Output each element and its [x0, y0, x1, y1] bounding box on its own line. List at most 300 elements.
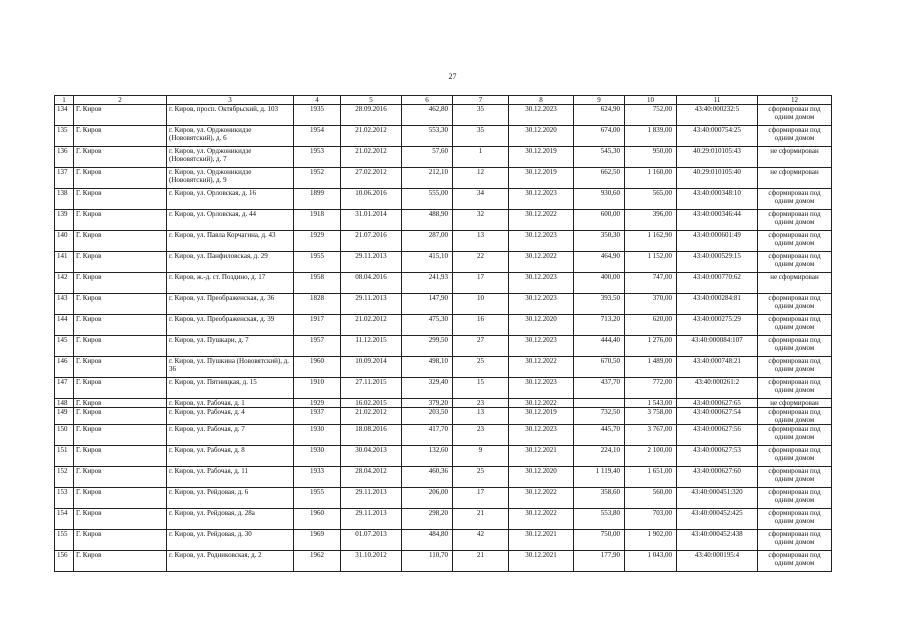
- cadastral-number-cell: 43:40:000346:44: [677, 210, 758, 231]
- land-area-cell: 560,00: [625, 488, 677, 509]
- city-cell: Г. Киров: [74, 467, 167, 488]
- city-cell: Г. Киров: [74, 252, 167, 273]
- status-cell: сформирован под одним домом: [758, 252, 832, 273]
- row-number: 145: [55, 336, 74, 357]
- row-number: 153: [55, 488, 74, 509]
- land-area-cell: 752,00: [625, 105, 677, 126]
- cadastral-number-cell: 43:40:000452:425: [677, 509, 758, 530]
- build-year-cell: 1929: [294, 231, 341, 252]
- count-cell: 1: [453, 147, 509, 168]
- build-year-cell: 1969: [294, 530, 341, 551]
- area-cell: 475,30: [402, 315, 453, 336]
- cadastral-number-cell: 43:40:000627:65: [677, 399, 758, 408]
- cadastral-number-cell: 43:40:000627:53: [677, 446, 758, 467]
- address-cell: г. Киров, ул. Орджоникидзе (Нововятский), д. 9: [167, 168, 294, 189]
- date-cell: 29.11.2013: [341, 294, 402, 315]
- build-year-cell: 1960: [294, 357, 341, 378]
- row-number: 148: [55, 399, 74, 408]
- land-area-cell: 3 767,00: [625, 425, 677, 446]
- address-cell: г. Киров, просп. Октябрьский, д. 103: [167, 105, 294, 126]
- cadastral-number-cell: 43:40:000754:25: [677, 126, 758, 147]
- value-cell: 393,50: [574, 294, 625, 315]
- row-number: 155: [55, 530, 74, 551]
- column-number: 3: [167, 96, 294, 105]
- city-cell: Г. Киров: [74, 105, 167, 126]
- area-cell: 415,10: [402, 252, 453, 273]
- date-cell: 10.09.2014: [341, 357, 402, 378]
- land-area-cell: 1 543,00: [625, 399, 677, 408]
- value-cell: 224,10: [574, 446, 625, 467]
- address-cell: г. Киров, ул. Орловская, д. 16: [167, 189, 294, 210]
- table-row: [55, 252, 832, 273]
- status-cell: сформирован под одним домом: [758, 126, 832, 147]
- address-cell: г. Киров, ул. Орловская, д. 44: [167, 210, 294, 231]
- deadline-cell: 30.12.2021: [509, 530, 574, 551]
- build-year-cell: 1955: [294, 252, 341, 273]
- value-cell: 670,50: [574, 357, 625, 378]
- land-area-cell: 1 162,90: [625, 231, 677, 252]
- address-cell: г. Киров, ул. Рейдовая, д. 30: [167, 530, 294, 551]
- status-cell: не сформирован: [758, 273, 832, 294]
- table-row: [55, 408, 832, 425]
- deadline-cell: 30.12.2022: [509, 210, 574, 231]
- deadline-cell: 30.12.2023: [509, 189, 574, 210]
- area-cell: 484,80: [402, 530, 453, 551]
- row-number: 136: [55, 147, 74, 168]
- row-number: 149: [55, 408, 74, 425]
- table-row: [55, 488, 832, 509]
- cadastral-number-cell: 40:29:010105:43: [677, 147, 758, 168]
- table-row: [55, 189, 832, 210]
- land-area-cell: 1 043,00: [625, 551, 677, 572]
- status-cell: сформирован под одним домом: [758, 488, 832, 509]
- table-row: [55, 446, 832, 467]
- date-cell: 31.10.2012: [341, 551, 402, 572]
- address-cell: г. Киров, ул. Орджоникидзе (Нововятский), д. 6: [167, 126, 294, 147]
- row-number: 152: [55, 467, 74, 488]
- column-number: 11: [677, 96, 758, 105]
- row-number: 139: [55, 210, 74, 231]
- value-cell: 1 119,40: [574, 467, 625, 488]
- cadastral-number-cell: 43:40:000452:438: [677, 530, 758, 551]
- count-cell: 32: [453, 210, 509, 231]
- date-cell: 29.11.2013: [341, 509, 402, 530]
- table-row: [55, 336, 832, 357]
- area-cell: 553,30: [402, 126, 453, 147]
- land-area-cell: 2 100,00: [625, 446, 677, 467]
- row-number: 156: [55, 551, 74, 572]
- deadline-cell: 30.12.2023: [509, 336, 574, 357]
- column-number: 9: [574, 96, 625, 105]
- cadastral-number-cell: 43:40:000627:60: [677, 467, 758, 488]
- value-cell: 930,60: [574, 189, 625, 210]
- value-cell: 674,00: [574, 126, 625, 147]
- area-cell: 287,00: [402, 231, 453, 252]
- cadastral-number-cell: 43:40:000084:107: [677, 336, 758, 357]
- address-cell: г. Киров, ул. Рабочая, д. 4: [167, 408, 294, 425]
- table-row: [55, 357, 832, 378]
- cadastral-number-cell: 43:40:000348:10: [677, 189, 758, 210]
- status-cell: сформирован под одним домом: [758, 231, 832, 252]
- count-cell: 23: [453, 399, 509, 408]
- build-year-cell: 1918: [294, 210, 341, 231]
- area-cell: 147,90: [402, 294, 453, 315]
- deadline-cell: 30.12.2022: [509, 509, 574, 530]
- status-cell: сформирован под одним домом: [758, 530, 832, 551]
- land-area-cell: 1 160,00: [625, 168, 677, 189]
- city-cell: Г. Киров: [74, 189, 167, 210]
- count-cell: 42: [453, 530, 509, 551]
- cadastral-number-cell: 43:40:000451:320: [677, 488, 758, 509]
- address-cell: г. Киров, ул. Пушкари, д. 7: [167, 336, 294, 357]
- deadline-cell: 30.12.2021: [509, 551, 574, 572]
- build-year-cell: 1899: [294, 189, 341, 210]
- column-number: 7: [453, 96, 509, 105]
- count-cell: 9: [453, 446, 509, 467]
- cadastral-number-cell: 43:40:000284:81: [677, 294, 758, 315]
- value-cell: 750,00: [574, 530, 625, 551]
- address-cell: г. Киров, ул. Рейдовая, д. 28а: [167, 509, 294, 530]
- land-area-cell: 772,00: [625, 378, 677, 399]
- row-number: 147: [55, 378, 74, 399]
- date-cell: 28.09.2016: [341, 105, 402, 126]
- area-cell: 110,70: [402, 551, 453, 572]
- land-area-cell: 703,00: [625, 509, 677, 530]
- deadline-cell: 30.12.2022: [509, 488, 574, 509]
- area-cell: 212,10: [402, 168, 453, 189]
- table-row: [55, 467, 832, 488]
- value-cell: 600,00: [574, 210, 625, 231]
- count-cell: 34: [453, 189, 509, 210]
- deadline-cell: 30.12.2023: [509, 231, 574, 252]
- address-cell: г. Киров, ул. Рабочая, д. 8: [167, 446, 294, 467]
- cadastral-number-cell: 43:40:000770:62: [677, 273, 758, 294]
- address-cell: г. Киров, ул. Преображенская, д. 39: [167, 315, 294, 336]
- city-cell: Г. Киров: [74, 446, 167, 467]
- land-area-cell: 1 839,00: [625, 126, 677, 147]
- row-number: 134: [55, 105, 74, 126]
- area-cell: 132,60: [402, 446, 453, 467]
- status-cell: сформирован под одним домом: [758, 467, 832, 488]
- area-cell: 488,90: [402, 210, 453, 231]
- column-number: 8: [509, 96, 574, 105]
- address-cell: г. Киров, ул. Пятницкая, д. 15: [167, 378, 294, 399]
- status-cell: не сформирован: [758, 168, 832, 189]
- deadline-cell: 30.12.2023: [509, 105, 574, 126]
- value-cell: 464,90: [574, 252, 625, 273]
- table-row: [55, 147, 832, 168]
- date-cell: 21.02.2012: [341, 147, 402, 168]
- value-cell: 713,20: [574, 315, 625, 336]
- table-row: [55, 378, 832, 399]
- build-year-cell: 1935: [294, 105, 341, 126]
- city-cell: Г. Киров: [74, 378, 167, 399]
- table-row: [55, 210, 832, 231]
- date-cell: 08.04.2016: [341, 273, 402, 294]
- build-year-cell: 1957: [294, 336, 341, 357]
- land-area-cell: 370,00: [625, 294, 677, 315]
- build-year-cell: 1962: [294, 551, 341, 572]
- land-area-cell: 747,00: [625, 273, 677, 294]
- city-cell: Г. Киров: [74, 210, 167, 231]
- column-number: 12: [758, 96, 832, 105]
- build-year-cell: 1933: [294, 467, 341, 488]
- deadline-cell: 30.12.2019: [509, 168, 574, 189]
- row-number: 144: [55, 315, 74, 336]
- value-cell: 177,90: [574, 551, 625, 572]
- cadastral-number-cell: 43:40:000275:29: [677, 315, 758, 336]
- table-row: [55, 551, 832, 572]
- land-area-cell: 1 276,00: [625, 336, 677, 357]
- city-cell: Г. Киров: [74, 530, 167, 551]
- value-cell: 545,30: [574, 147, 625, 168]
- build-year-cell: 1960: [294, 509, 341, 530]
- count-cell: 22: [453, 252, 509, 273]
- count-cell: 17: [453, 488, 509, 509]
- status-cell: сформирован под одним домом: [758, 509, 832, 530]
- table-row: [55, 231, 832, 252]
- table-row: [55, 294, 832, 315]
- city-cell: Г. Киров: [74, 231, 167, 252]
- area-cell: 329,40: [402, 378, 453, 399]
- count-cell: 21: [453, 551, 509, 572]
- count-cell: 13: [453, 408, 509, 425]
- count-cell: 21: [453, 509, 509, 530]
- housing-register-table: [54, 95, 832, 572]
- column-number: 1: [55, 96, 74, 105]
- status-cell: сформирован под одним домом: [758, 105, 832, 126]
- row-number: 138: [55, 189, 74, 210]
- area-cell: 555,00: [402, 189, 453, 210]
- address-cell: г. Киров, ул. Пушкина (Нововятский), д. 36: [167, 357, 294, 378]
- date-cell: 21.07.2016: [341, 231, 402, 252]
- area-cell: 57,60: [402, 147, 453, 168]
- city-cell: Г. Киров: [74, 551, 167, 572]
- status-cell: сформирован под одним домом: [758, 408, 832, 425]
- cadastral-number-cell: 40:29:010105:40: [677, 168, 758, 189]
- date-cell: 16.02.2015: [341, 399, 402, 408]
- table-row: [55, 105, 832, 126]
- city-cell: Г. Киров: [74, 357, 167, 378]
- date-cell: 30.04.2013: [341, 446, 402, 467]
- cadastral-number-cell: 43:40:000232:5: [677, 105, 758, 126]
- count-cell: 13: [453, 231, 509, 252]
- column-number: 5: [341, 96, 402, 105]
- land-area-cell: 3 758,00: [625, 408, 677, 425]
- area-cell: 299,50: [402, 336, 453, 357]
- deadline-cell: 30.12.2019: [509, 147, 574, 168]
- value-cell: 662,50: [574, 168, 625, 189]
- address-cell: г. Киров, ул. Рабочая, д. 7: [167, 425, 294, 446]
- land-area-cell: 1 651,00: [625, 467, 677, 488]
- row-number: 135: [55, 126, 74, 147]
- count-cell: 23: [453, 425, 509, 446]
- date-cell: 10.06.2016: [341, 189, 402, 210]
- cadastral-number-cell: 43:40:000627:54: [677, 408, 758, 425]
- land-area-cell: 396,00: [625, 210, 677, 231]
- address-cell: г. Киров, ул. Рабочая, д. 1: [167, 399, 294, 408]
- status-cell: сформирован под одним домом: [758, 357, 832, 378]
- city-cell: Г. Киров: [74, 273, 167, 294]
- row-number: 140: [55, 231, 74, 252]
- status-cell: не сформирован: [758, 147, 832, 168]
- area-cell: 379,20: [402, 399, 453, 408]
- area-cell: 241,93: [402, 273, 453, 294]
- date-cell: 01.07.2013: [341, 530, 402, 551]
- status-cell: сформирован под одним домом: [758, 551, 832, 572]
- date-cell: 18.08.2016: [341, 425, 402, 446]
- column-number: 10: [625, 96, 677, 105]
- table-row: [55, 126, 832, 147]
- city-cell: Г. Киров: [74, 408, 167, 425]
- date-cell: 27.11.2015: [341, 378, 402, 399]
- land-area-cell: 565,00: [625, 189, 677, 210]
- value-cell: 358,60: [574, 488, 625, 509]
- page-number: 27: [448, 72, 457, 81]
- cadastral-number-cell: 43:40:000195:4: [677, 551, 758, 572]
- address-cell: г. Киров, ул. Рейдовая, д. 6: [167, 488, 294, 509]
- value-cell: 437,70: [574, 378, 625, 399]
- cadastral-number-cell: 43:40:000748:21: [677, 357, 758, 378]
- area-cell: 298,20: [402, 509, 453, 530]
- row-number: 142: [55, 273, 74, 294]
- city-cell: Г. Киров: [74, 315, 167, 336]
- deadline-cell: 30.12.2019: [509, 408, 574, 425]
- build-year-cell: 1930: [294, 446, 341, 467]
- deadline-cell: 30.12.2020: [509, 315, 574, 336]
- city-cell: Г. Киров: [74, 399, 167, 408]
- city-cell: Г. Киров: [74, 147, 167, 168]
- deadline-cell: 30.12.2023: [509, 273, 574, 294]
- row-number: 150: [55, 425, 74, 446]
- table-row: [55, 530, 832, 551]
- status-cell: не сформирован: [758, 399, 832, 408]
- city-cell: Г. Киров: [74, 294, 167, 315]
- row-number: 143: [55, 294, 74, 315]
- status-cell: сформирован под одним домом: [758, 210, 832, 231]
- build-year-cell: 1953: [294, 147, 341, 168]
- column-number-row: [55, 96, 832, 105]
- date-cell: 11.12.2015: [341, 336, 402, 357]
- value-cell: 732,50: [574, 408, 625, 425]
- date-cell: 29.11.2013: [341, 252, 402, 273]
- deadline-cell: 30.12.2022: [509, 399, 574, 408]
- table-row: [55, 509, 832, 530]
- table-row: [55, 425, 832, 446]
- address-cell: г. Киров, ул. Панфиловская, д. 29: [167, 252, 294, 273]
- area-cell: 203,50: [402, 408, 453, 425]
- row-number: 154: [55, 509, 74, 530]
- row-number: 137: [55, 168, 74, 189]
- status-cell: сформирован под одним домом: [758, 336, 832, 357]
- build-year-cell: 1917: [294, 315, 341, 336]
- build-year-cell: 1954: [294, 126, 341, 147]
- count-cell: 25: [453, 467, 509, 488]
- city-cell: Г. Киров: [74, 126, 167, 147]
- city-cell: Г. Киров: [74, 488, 167, 509]
- build-year-cell: 1929: [294, 399, 341, 408]
- deadline-cell: 30.12.2022: [509, 252, 574, 273]
- value-cell: 350,30: [574, 231, 625, 252]
- status-cell: сформирован под одним домом: [758, 189, 832, 210]
- value-cell: 400,00: [574, 273, 625, 294]
- build-year-cell: 1952: [294, 168, 341, 189]
- count-cell: 25: [453, 357, 509, 378]
- value-cell: 553,80: [574, 509, 625, 530]
- area-cell: 498,10: [402, 357, 453, 378]
- date-cell: 21.02.2012: [341, 315, 402, 336]
- value-cell: 444,40: [574, 336, 625, 357]
- area-cell: 462,80: [402, 105, 453, 126]
- land-area-cell: 1 902,00: [625, 530, 677, 551]
- count-cell: 12: [453, 168, 509, 189]
- build-year-cell: 1930: [294, 425, 341, 446]
- value-cell: 624,90: [574, 105, 625, 126]
- build-year-cell: 1937: [294, 408, 341, 425]
- date-cell: 21.02.2012: [341, 126, 402, 147]
- count-cell: 35: [453, 126, 509, 147]
- address-cell: г. Киров, ул. Рабочая, д. 11: [167, 467, 294, 488]
- deadline-cell: 30.12.2022: [509, 357, 574, 378]
- address-cell: г. Киров, ж.-д. ст. Поздино, д. 17: [167, 273, 294, 294]
- status-cell: сформирован под одним домом: [758, 446, 832, 467]
- value-cell: [574, 399, 625, 408]
- deadline-cell: 30.12.2023: [509, 294, 574, 315]
- area-cell: 460,36: [402, 467, 453, 488]
- city-cell: Г. Киров: [74, 336, 167, 357]
- value-cell: 445,70: [574, 425, 625, 446]
- build-year-cell: 1955: [294, 488, 341, 509]
- cadastral-number-cell: 43:40:000529:15: [677, 252, 758, 273]
- city-cell: Г. Киров: [74, 168, 167, 189]
- deadline-cell: 30.12.2023: [509, 378, 574, 399]
- column-number: 4: [294, 96, 341, 105]
- column-number: 6: [402, 96, 453, 105]
- address-cell: г. Киров, ул. Родниковская, д. 2: [167, 551, 294, 572]
- status-cell: сформирован под одним домом: [758, 294, 832, 315]
- table-row: [55, 168, 832, 189]
- date-cell: 28.04.2012: [341, 467, 402, 488]
- land-area-cell: 1 489,00: [625, 357, 677, 378]
- area-cell: 206,00: [402, 488, 453, 509]
- row-number: 146: [55, 357, 74, 378]
- build-year-cell: 1958: [294, 273, 341, 294]
- count-cell: 16: [453, 315, 509, 336]
- deadline-cell: 30.12.2021: [509, 446, 574, 467]
- row-number: 141: [55, 252, 74, 273]
- count-cell: 10: [453, 294, 509, 315]
- status-cell: сформирован под одним домом: [758, 378, 832, 399]
- count-cell: 27: [453, 336, 509, 357]
- build-year-cell: 1828: [294, 294, 341, 315]
- land-area-cell: 950,00: [625, 147, 677, 168]
- count-cell: 35: [453, 105, 509, 126]
- cadastral-number-cell: 43:40:000627:56: [677, 425, 758, 446]
- land-area-cell: 1 152,00: [625, 252, 677, 273]
- build-year-cell: 1910: [294, 378, 341, 399]
- cadastral-number-cell: 43:40:000601:49: [677, 231, 758, 252]
- deadline-cell: 30.12.2020: [509, 467, 574, 488]
- table-row: [55, 399, 832, 408]
- deadline-cell: 30.12.2023: [509, 425, 574, 446]
- count-cell: 15: [453, 378, 509, 399]
- date-cell: 21.02.2012: [341, 408, 402, 425]
- cadastral-number-cell: 43:40:000261:2: [677, 378, 758, 399]
- table-row: [55, 315, 832, 336]
- address-cell: г. Киров, ул. Преображенская, д. 36: [167, 294, 294, 315]
- date-cell: 31.01.2014: [341, 210, 402, 231]
- city-cell: Г. Киров: [74, 509, 167, 530]
